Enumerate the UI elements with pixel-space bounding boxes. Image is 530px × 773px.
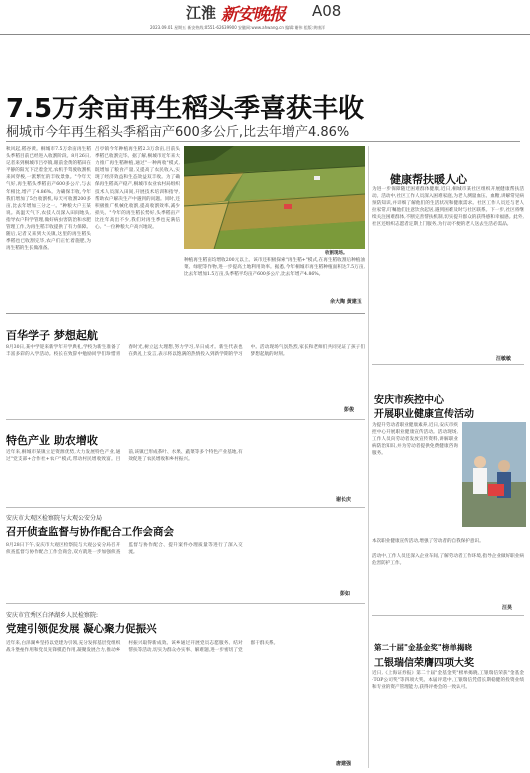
- story2-title-b: 开展职业健康宣传活动: [374, 409, 474, 420]
- story1-author: 汪敏敏: [496, 356, 512, 362]
- story-a-rule: [6, 419, 365, 420]
- story1-body: 为进一步保障随迁困难群体健康,近日,桐城市某社区组织开展健康帮扶活动。活动中,社区工作人员深入困难家庭,为老人测量血压、血糖,讲解常见病预防知识,并详细了解他们的生活状况和健康需求。社区工作人员还与老人拉家常,叮嘱他们注意饮食起居,遇到困难及时与社区联系。下一步,社区将继续关注困难群体,不断完善帮扶机制,切实提升群众的获得感和幸福感。此外,社区还组织志愿者定期上门服务,为行动不便的老人送去生活必需品。: [372, 187, 524, 228]
- lead-headline: 7.5万余亩再生稻头季喜获丰收: [6, 94, 365, 124]
- masthead-rule: [0, 34, 530, 35]
- lead-rule: [6, 141, 520, 142]
- story2-rule: [372, 615, 524, 616]
- story-c-author: 彭如: [340, 591, 351, 597]
- page-number: A08: [312, 2, 342, 20]
- rice-field-photo: [184, 146, 365, 249]
- story-c-rule: [6, 603, 365, 604]
- story2-body: 为提升劳动者职业健康素养,近日,安庆市疾控中心开展职业健康宣传活动。活动现场,工作人员向劳动者发放宣传资料,讲解职业病防治知识,并为劳动者提供免费健康咨询服务。: [372, 423, 458, 457]
- lead-byline: 余大陶 黄建玉: [330, 299, 362, 305]
- story-b-rule: [6, 507, 365, 508]
- column-divider: [368, 146, 369, 768]
- story-b-title: 特色产业 助农增收: [6, 434, 98, 447]
- story-d-title: 党建引领促发展 凝心聚力促振兴: [6, 623, 157, 635]
- paper-logo: 新安晚报: [221, 5, 285, 25]
- story-c-title: 召开侦查监督与协作配合工作会商会: [6, 526, 174, 538]
- story3-title-b: 工银瑞信荣膺四项大奖: [374, 658, 474, 669]
- health-event-photo: [462, 422, 526, 527]
- lead-body-col2: 吕亭镇今年种植再生稻2.3万余亩,目前头季稻已收割完毕。据了解,桐城市近年来大力推广再生稻种植,通过"一种两收"模式,既增加了粮食产量,又提高了农民收入,实现了经济效益和生态效益双丰收。为了确保再生稻高产稳产,桐城市农业农村局组织技术人员深入田间,开展技术培训和指导,帮助农户解决生产中遇到的问题。同时,还积极推广机械化收割,提高收割效率,减少损失。"今年的再生稻长势好,头季稻亩产比往年高出不少,我们对再生季也充满信心。"一位种粮大户高兴地说。: [95, 147, 180, 231]
- story-a-author: 彭俊: [344, 407, 355, 413]
- region-label: 江淮: [186, 4, 217, 22]
- story-b-author: 谢长庆: [336, 497, 352, 503]
- story2-title-a: 安庆市疾控中心: [374, 395, 444, 406]
- story-d-body: 近年来,白泽湖乡坚持以党建为引领,充分发挥基层党组织战斗堡垒作用和党员先锋模范作用,凝聚发展合力,推动乡村振兴取得新成效。该乡通过开展党员志愿服务、结对帮扶等活动,切实为群众办实事、解难题,进一步密切了党群干群关系。: [6, 641, 279, 654]
- lead-body-col3: 种植再生稻亩均增收200元以上。该市还积极探索"再生稻+"模式,在再生稻收割后种植油菜、绿肥等作物,进一步提高土地利用效率。据悉,今年桐城市再生稻种植面积达7.5万亩,比去年增加1.5万亩,头季稻平均亩产600多公斤,比去年增产4.86%。: [184, 258, 365, 278]
- story-d-kicker: 安庆市宜秀区白泽湖乡人民检察院:: [6, 612, 99, 619]
- lead-bottom-rule: [6, 313, 365, 314]
- photo2-caption: 本次职业健康宣传活动,增强了劳动者的自我保护意识。: [372, 539, 484, 544]
- story-a-title: 百华学子 梦想起航: [6, 329, 98, 342]
- story2-body-b: 活动中,工作人员还深入企业车间,了解劳动者工作环境,指导企业做好职业病危害防护工作。: [372, 554, 524, 567]
- story-a-body: 8月30日,某中学迎来新学年开学典礼,学校为新生准备了丰富多彩的入学活动。校长在致辞中勉励同学们珍惜青春时光,树立远大理想,努力学习,早日成才。新生代表也在典礼上发言,表示将以饱满的热情投入到新学期的学习中。活动现场气氛热烈,家长和老师们共同见证了孩子们梦想起航的时刻。: [6, 345, 365, 358]
- story3-title-a: 第二十届"金基金奖"榜单揭晓: [374, 643, 472, 652]
- story-c-body: 8月28日下午,安庆市大观区检察院与大观公安分局召开侦查监督与协作配合工作会商会,双方就进一步加强侦查监督与协作配合、提升案件办理质量等进行了深入交流。: [6, 543, 243, 556]
- story-c-kicker: 安庆市大观区检察院与大观公安分局: [6, 515, 103, 522]
- lead-body-col1: 秋风起,稻谷黄。桐城市7.5万余亩再生稻头季稻目前已经进入收割阶段。8月26日,记者来到桐城市吕亭镇,眼前金黄的稻田在平静的阳光下泛着金光,农机手驾驶收割机来回穿梭,一派繁忙的丰收景象。"今年天气好,再生稻头季稻亩产600多公斤,与去年相比,增产了4.86%。为确保丰收,今年我们增加了5台收割机,每天可收割200多亩,比去年增加三分之一。"种粮大户王某说。高温天气下,农技人员深入田间地头,指导农户科学管理,做好病虫害防治和水肥管理工作,为再生稻丰收提供了有力保障。随后,记者又来到大关镇,这里的再生稻头季稻也已收割完毕,农户们正忙着施肥,为再生稻的生长做准备。: [6, 147, 91, 252]
- info-line: 2023.09.01 星期五 新安热线:0551-62639900 安徽网:www.ahwang.cn 编辑:谢伟 组版:黄康洋: [150, 25, 326, 30]
- story-d-author: 唐建强: [336, 761, 352, 767]
- story3-body: 近日,《上海证券报》第二十届"金基金奖"榜单揭晓,工银瑞信荣获"金基金·TOP公司奖"等四项大奖。本届评选中,工银瑞信凭借长期稳健的投资业绩和专业的资产管理能力,获得评委会的一致认可。: [372, 671, 524, 691]
- photo-caption: [325, 250, 348, 257]
- photo-caption-text: 收割现场。: [325, 251, 348, 256]
- story1-title: 健康帮扶暖人心: [390, 173, 467, 186]
- story1-rule: [372, 364, 524, 365]
- story-b-body: 近年来,桐城市某镇立足资源优势,大力发展特色产业,通过"党支部+合作社+农户"模式,带动村民增收致富。目前,该镇已形成茶叶、水果、蔬菜等多个特色产业基地,有效促进了农民增收和乡村振兴。: [6, 450, 243, 463]
- lead-subhead: 桐城市今年再生稻头季稻亩产600多公斤,比去年增产4.86%: [6, 125, 350, 140]
- story2-author: 汪昊: [502, 605, 513, 611]
